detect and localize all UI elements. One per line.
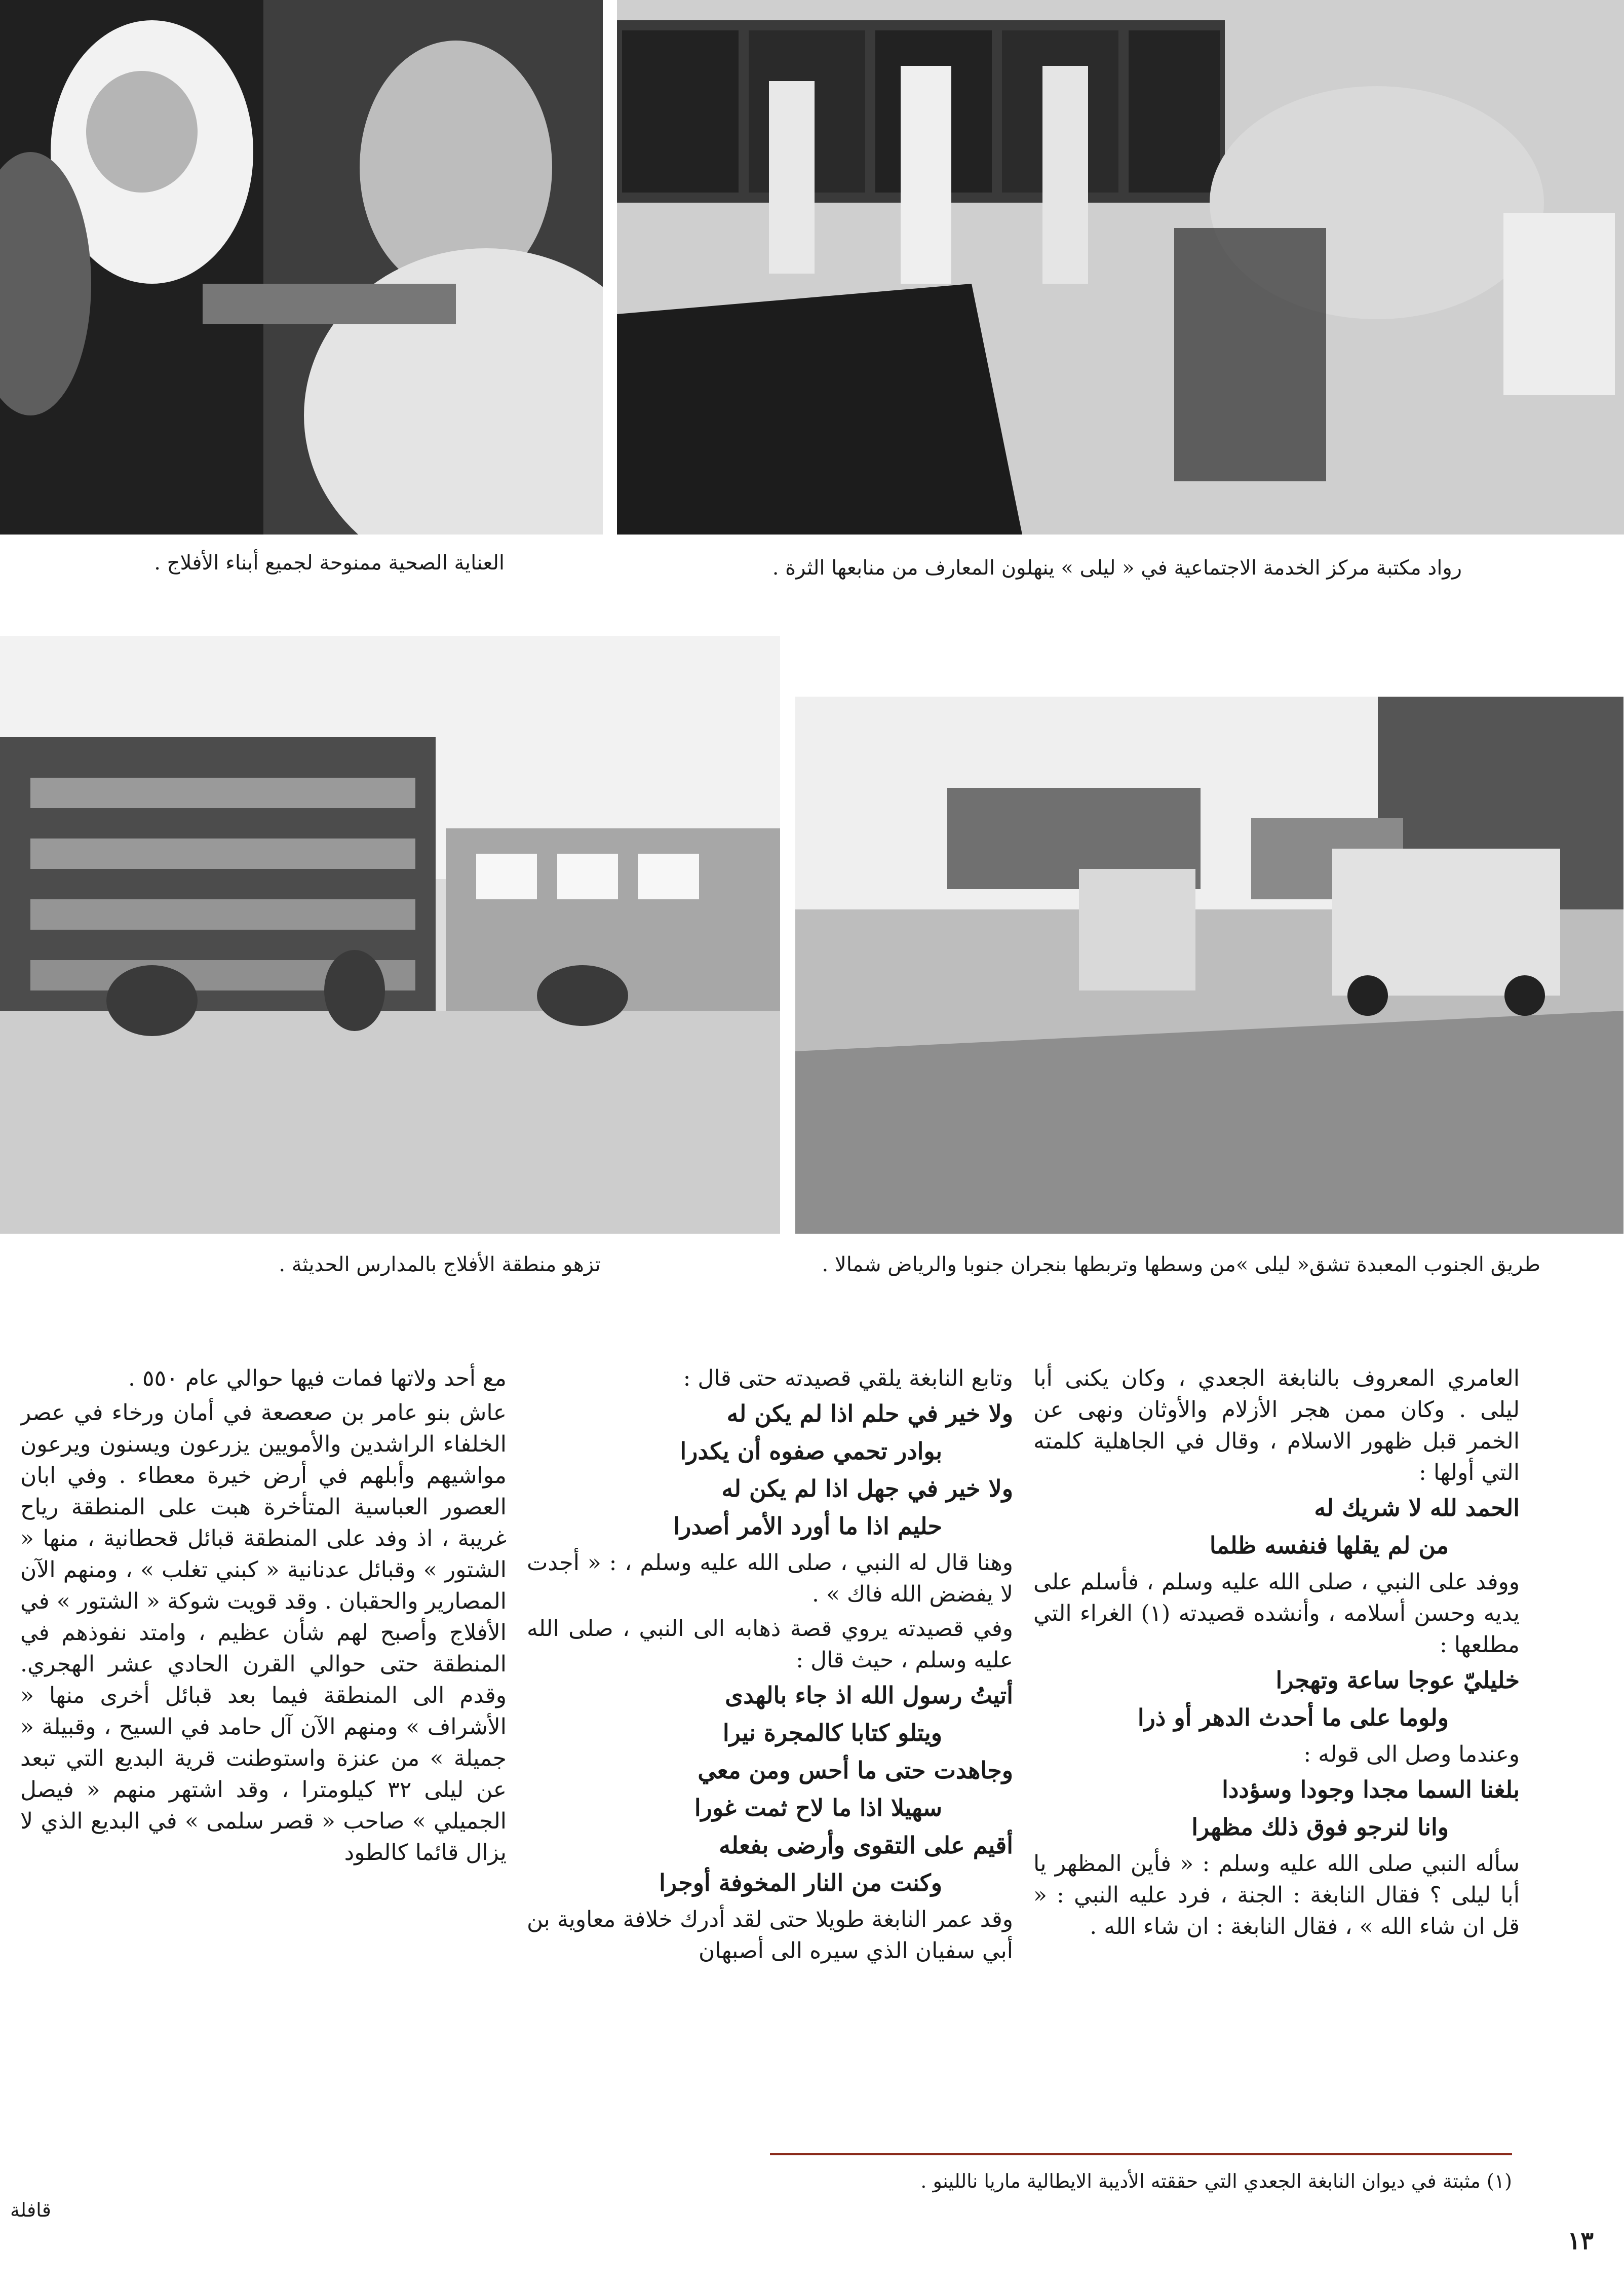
magazine-name: قافلة	[10, 2199, 51, 2221]
paragraph: عاش بنو عامر بن صعصعة في أمان ورخاء في عصر الخلفاء الراشدين والأمويين يزرعون ويسنون ويرعون مواشيهم وأبلهم في أرض خيرة معطاء . وفي ابان العصور العباسية المتأخرة هبت على المنطقة رياح غريبة ، اذ وفد على المنطقة قبائل قحطانية ، منها « الشتور » وقبائل عدنانية « كبني تغلب » ، ومنهم الآن المصارير والحقبان . وقد قويت شوكة « الشتور » في الأفلاج وأصبح لهم شأن عظيم ، وامتد نفوذهم في المنطقة حتى حوالي القرن الحادي عشر الهجري. وقدم الى المنطقة فيما بعد قبائل أخرى منها « الأشراف » ومنهم الآن آل حامد في السيح ، وقبيلة « جميلة » من عنزة واستوطنت قرية البديع التي تبعد عن ليلى ٣٢ كيلومترا ، وقد اشتهر منهم « فيصل الجميلي » صاحب « قصر سلمى » في البديع الذي لا يزال قائما كالطود	[20, 1400, 507, 1865]
schools-photo	[0, 636, 780, 1234]
caption-health: العناية الصحية ممنوحة لجميع أبناء الأفلاج .	[154, 551, 505, 575]
paragraph: وتابع النابغة يلقي قصيدته حتى قال :	[683, 1365, 1013, 1391]
library-photo-image	[617, 0, 1624, 535]
verse-line: بوادر تحمي صفوه أن يكدرا	[680, 1437, 942, 1465]
article-column-3	[20, 1363, 507, 2128]
page-number: ١٣	[1567, 2227, 1594, 2255]
paragraph: وعندما وصل الى قوله :	[1303, 1741, 1520, 1767]
verse-line: وكنت من النار المخوفة أوجرا	[659, 1869, 942, 1896]
paragraph: العامري المعروف بالنابغة الجعدي ، وكان يكنى أبا ليلى . وكان ممن هجر الأزلام والأوثان ونهى عن الخمر قبل ظهور الاسلام ، وقال في الجاهلية كلمته التي أولها :	[1033, 1365, 1520, 1485]
road-photo-image	[795, 697, 1623, 1234]
health-photo	[0, 0, 603, 535]
verse-line: ويتلو كتابا كالمجرة نيرا	[722, 1719, 942, 1746]
paragraph: وهنا قال له النبي ، صلى الله عليه وسلم ، : « أجدت لا يفضض الله فاك » .	[527, 1550, 1013, 1607]
caption-schools: تزهو منطقة الأفلاج بالمدارس الحديثة .	[279, 1253, 601, 1276]
library-photo	[617, 0, 1624, 535]
verse-line: من لم يقلها فنفسه ظلما	[1209, 1532, 1449, 1559]
paragraph: ووفد على النبي ، صلى الله عليه وسلم ، فأسلم على يديه وحسن أسلامه ، وأنشده قصيدته (١) الغراء التي مطلعها :	[1033, 1569, 1520, 1658]
verse-line: أقيم على التقوى وأرضى بفعله	[719, 1832, 1013, 1859]
footnote-rule	[770, 2153, 1512, 2155]
road-photo	[795, 697, 1623, 1234]
article-column-1	[1033, 1363, 1520, 2128]
paragraph: مع أحد ولاتها فمات فيها حوالي عام ٥٥٠ .	[128, 1365, 507, 1391]
footnote: (١) مثبتة في ديوان النابغة الجعدي التي حققته الأديبة الايطالية ماريا ناللينو .	[920, 2170, 1512, 2192]
paragraph: وقد عمر النابغة طويلا حتى لقد أدرك خلافة معاوية بن أبي سفيان الذي سيره الى أصبهان	[527, 1907, 1013, 1964]
article-column-2	[527, 1363, 1013, 2128]
schools-photo-image	[0, 636, 780, 1234]
caption-road: طريق الجنوب المعبدة تشق« ليلى »من وسطها وتربطها بنجران جنوبا والرياض شمالا .	[822, 1253, 1540, 1276]
verse-line: ولوما على ما أحدث الدهر أو ذرا	[1137, 1704, 1449, 1731]
verse-line: وجاهدت حتى ما أحس ومن معي	[698, 1757, 1013, 1784]
verse-line: الحمد لله لا شريك له	[1314, 1494, 1520, 1521]
verse-line: ولا خير في جهل اذا لم يكن له	[721, 1475, 1013, 1502]
verse-line: خليليّ عوجا ساعة وتهجرا	[1275, 1666, 1520, 1694]
verse-line: سهيلا اذا ما لاح ثمت غورا	[694, 1794, 942, 1821]
paragraph: وفي قصيدته يروي قصة ذهابه الى النبي ، صلى الله عليه وسلم ، حيث قال :	[527, 1616, 1013, 1673]
paragraph: سأله النبي صلى الله عليه وسلم : « فأين المظهر يا أبا ليلى ؟ فقال النابغة : الجنة ، فرد عليه النبي : « قل ان شاء الله » ، فقال النابغة : ان شاء الله .	[1033, 1851, 1520, 1939]
caption-library: رواد مكتبة مركز الخدمة الاجتماعية في « ليلى » ينهلون المعارف من منابعها الثرة .	[772, 556, 1462, 580]
verse-line: وانا لنرجو فوق ذلك مظهرا	[1191, 1813, 1449, 1841]
verse-line: حليم اذا ما أورد الأمر أصدرا	[673, 1512, 942, 1540]
verse-line: أتيتُ رسول الله اذ جاء بالهدى	[725, 1682, 1013, 1709]
health-photo-image	[0, 0, 603, 535]
verse-line: بلغنا السما مجدا وجودا وسؤددا	[1222, 1776, 1520, 1803]
verse-line: ولا خير في حلم اذا لم يكن له	[726, 1400, 1013, 1427]
